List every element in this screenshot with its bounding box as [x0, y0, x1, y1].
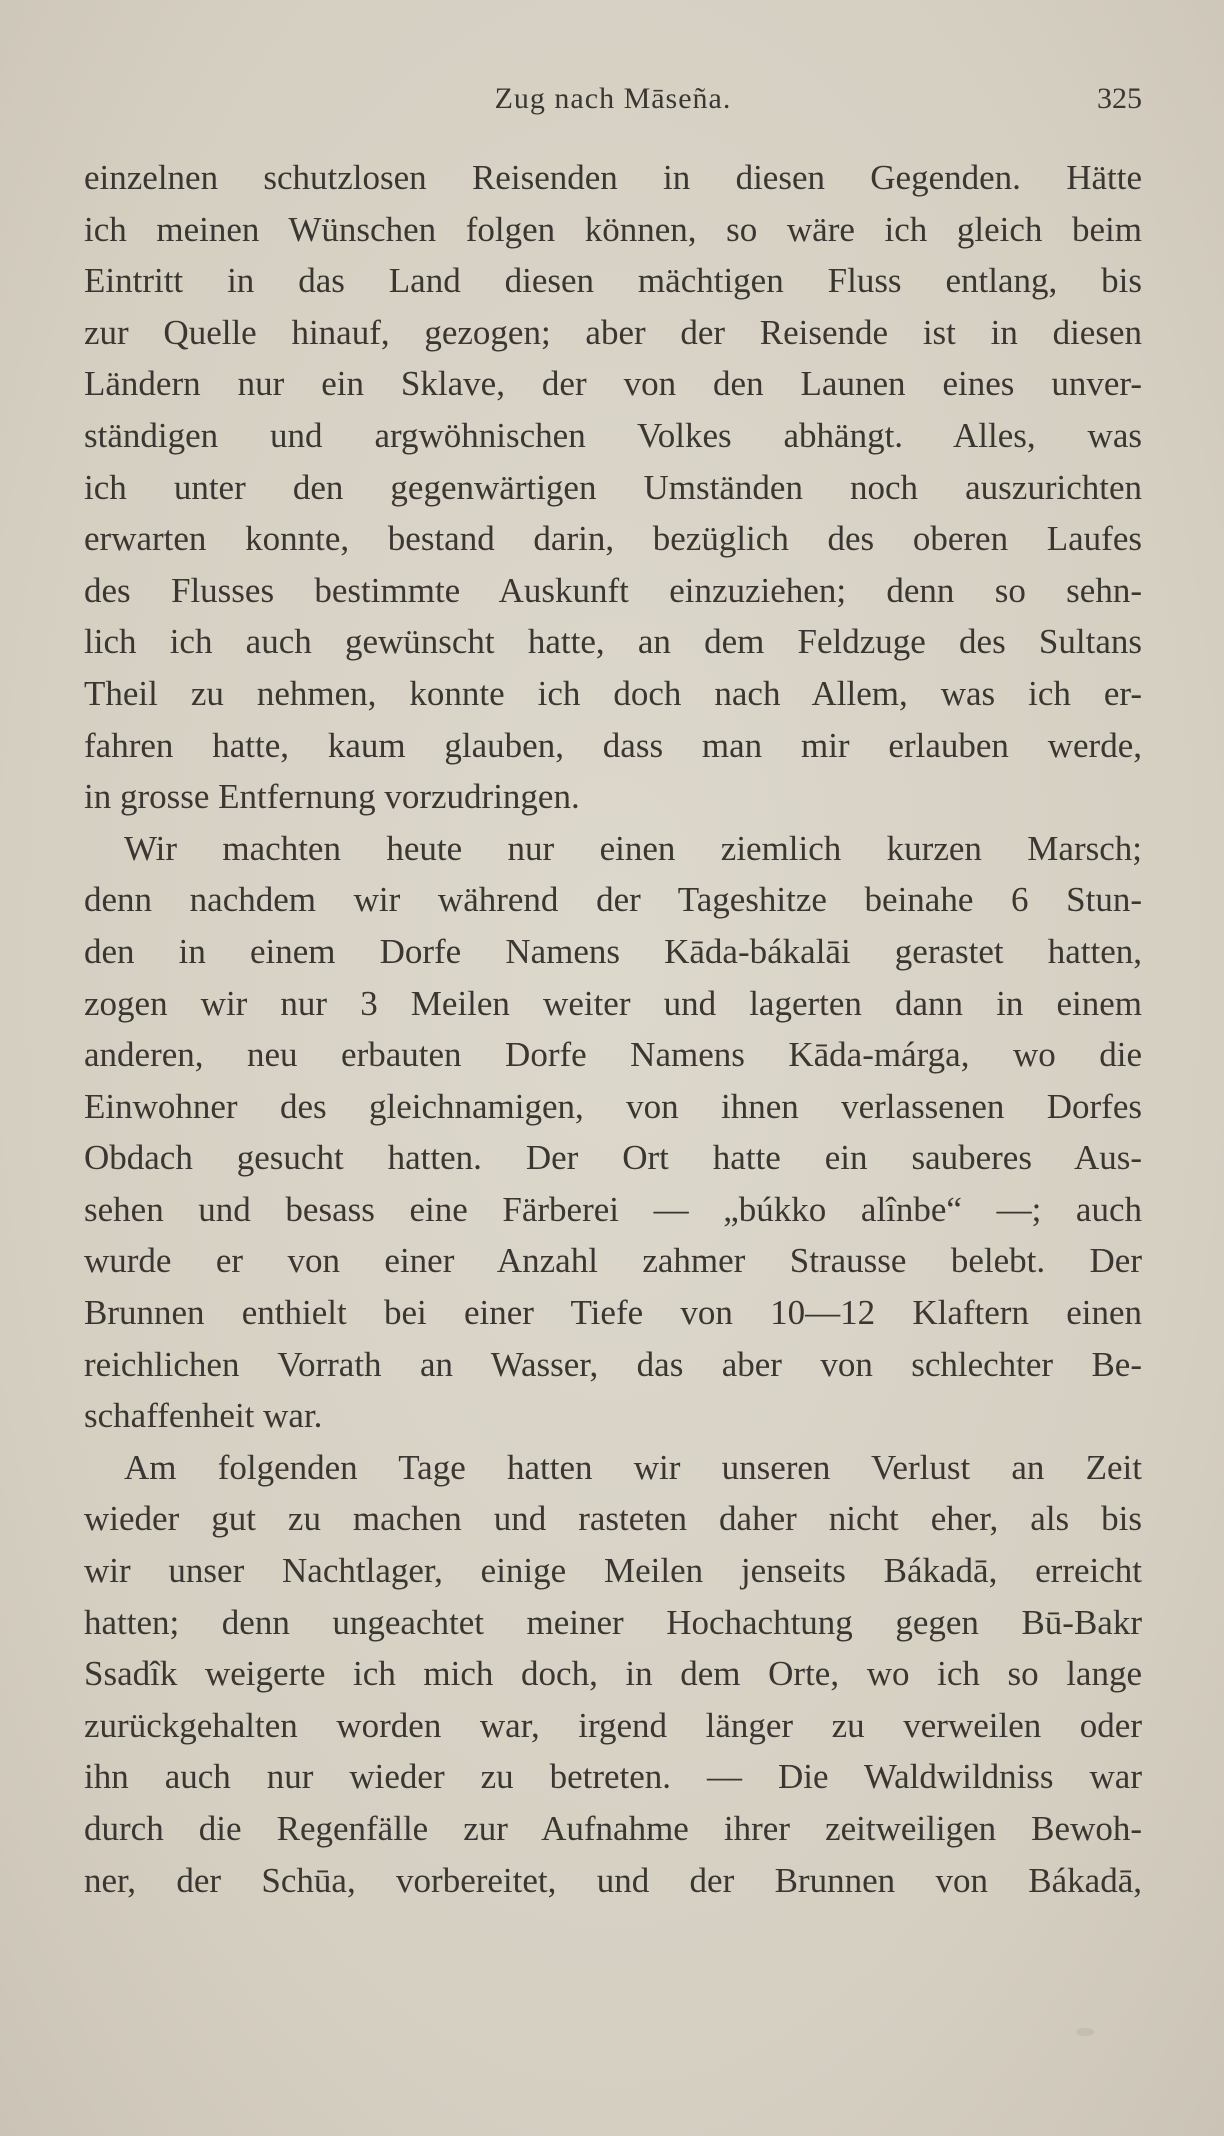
text-line: Brunnen enthielt bei einer Tiefe von 10—12 Klaftern einen	[84, 1293, 1142, 1333]
text-line: wurde er von einer Anzahl zahmer Strausse belebt. Der	[84, 1241, 1142, 1281]
text-line: Einwohner des gleichnamigen, von ihnen verlassenen Dorfes	[84, 1086, 1142, 1126]
text-line: Ländern nur ein Sklave, der von den Launen eines unver-	[84, 364, 1142, 404]
text-line: zogen wir nur 3 Meilen weiter und lagerten dann in einem	[84, 983, 1142, 1023]
paragraph-start-line: Am folgenden Tage hatten wir unseren Verlust an Zeit	[124, 1447, 1142, 1487]
text-line: fahren hatte, kaum glauben, dass man mir erlauben werde,	[84, 725, 1142, 765]
text-line: Ssadîk weigerte ich mich doch, in dem Orte, wo ich so lange	[84, 1654, 1142, 1694]
text-line: wir unser Nachtlager, einige Meilen jenseits Bákadā, erreicht	[84, 1551, 1142, 1591]
text-line: wieder gut zu machen und rasteten daher nicht eher, als bis	[84, 1499, 1142, 1539]
text-line: ner, der Schūa, vorbereitet, und der Brunnen von Bákadā,	[84, 1860, 1142, 1900]
text-line: durch die Regenfälle zur Aufnahme ihrer zeitweiligen Bewoh-	[84, 1809, 1142, 1848]
text-line: ich unter den gegenwärtigen Umständen noch auszurichten	[84, 467, 1142, 507]
text-line: Eintritt in das Land diesen mächtigen Fluss entlang, bis	[84, 261, 1142, 301]
paragraph-end-line: in grosse Entfernung vorzudringen.	[84, 777, 580, 817]
text-line: zurückgehalten worden war, irgend länger zu verweilen oder	[84, 1705, 1142, 1745]
paper-blemish	[1076, 2028, 1094, 2036]
text-line: Obdach gesucht hatten. Der Ort hatte ein sauberes Aus-	[84, 1138, 1142, 1178]
text-line: Theil zu nehmen, konnte ich doch nach Allem, was ich er-	[84, 673, 1142, 713]
text-line: reichlichen Vorrath an Wasser, das aber von schlechter Be-	[84, 1344, 1142, 1384]
text-line: ihn auch nur wieder zu betreten. — Die Waldwildniss war	[84, 1757, 1142, 1797]
body-text	[84, 152, 1142, 1906]
chapter-heading: Zug nach Māseña.	[494, 82, 732, 115]
paragraph-start-line: Wir machten heute nur einen ziemlich kurzen Marsch;	[124, 828, 1142, 868]
text-line: denn nachdem wir während der Tageshitze beinahe 6 Stun-	[84, 880, 1142, 920]
text-line: ich meinen Wünschen folgen können, so wäre ich gleich beim	[84, 209, 1142, 249]
running-head	[84, 82, 1142, 126]
text-line: den in einem Dorfe Namens Kāda-bákalāi gerastet hatten,	[84, 931, 1142, 971]
text-line: des Flusses bestimmte Auskunft einzuziehen; denn so sehn-	[84, 570, 1142, 610]
text-line: zur Quelle hinauf, gezogen; aber der Reisende ist in diesen	[84, 312, 1142, 352]
text-line: sehen und besass eine Färberei — „búkko alînbe“ —; auch	[84, 1189, 1142, 1229]
page-number: 325	[1097, 82, 1142, 115]
paragraph-end-line: schaffenheit war.	[84, 1396, 323, 1436]
text-line: hatten; denn ungeachtet meiner Hochachtung gegen Bū-Bakr	[84, 1602, 1142, 1642]
text-line: erwarten konnte, bestand darin, bezüglich des oberen Laufes	[84, 519, 1142, 559]
text-line: lich ich auch gewünscht hatte, an dem Feldzuge des Sultans	[84, 622, 1142, 662]
text-line: ständigen und argwöhnischen Volkes abhängt. Alles, was	[84, 415, 1142, 455]
text-line: anderen, neu erbauten Dorfe Namens Kāda-márga, wo die	[84, 1035, 1142, 1075]
text-line: einzelnen schutzlosen Reisenden in diesen Gegenden. Hätte	[84, 158, 1142, 197]
